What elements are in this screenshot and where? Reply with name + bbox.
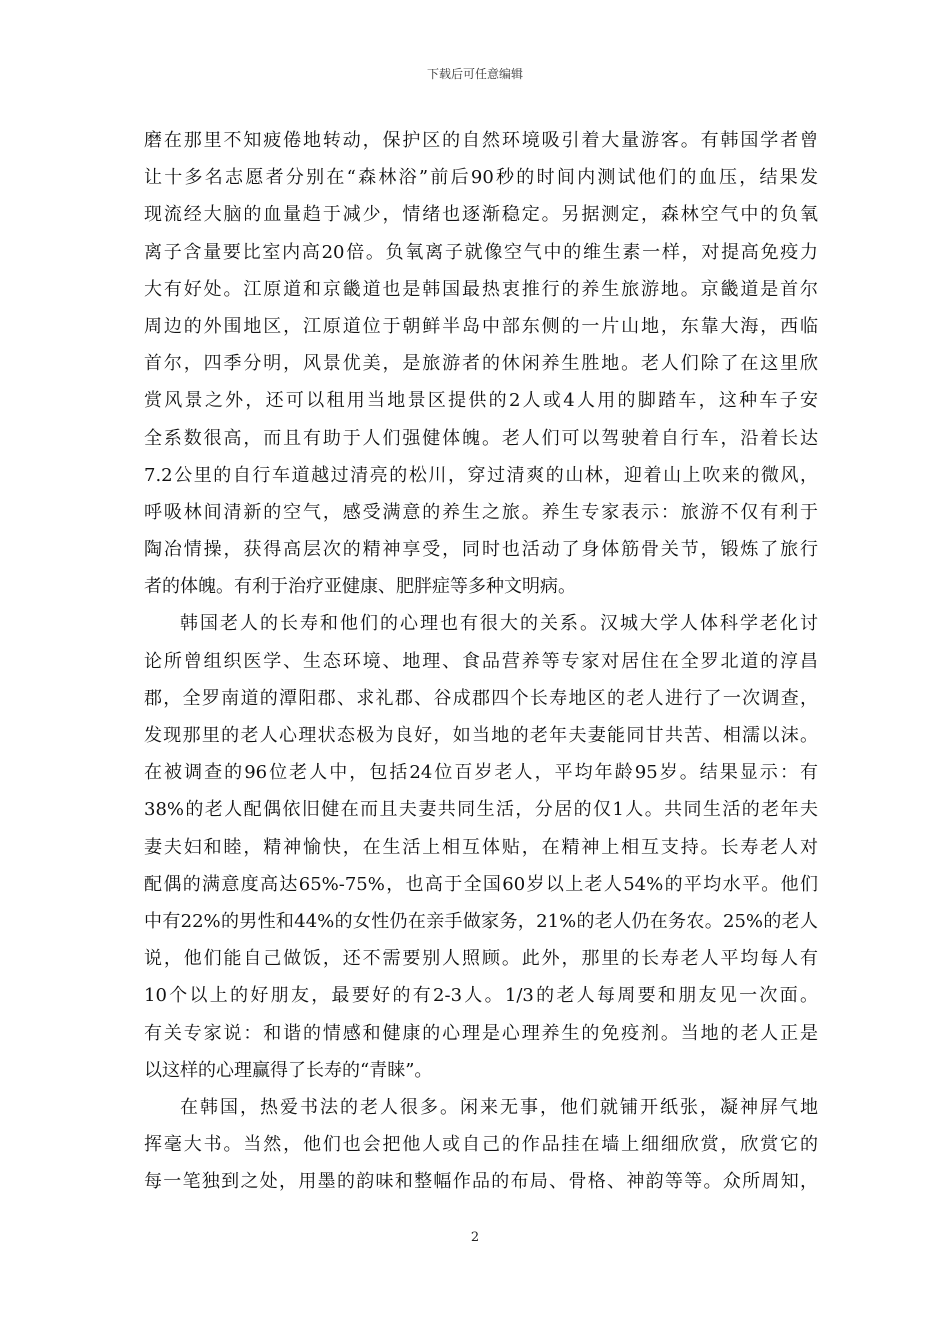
text-line: 离子含量要比室内高20倍。负氧离子就像空气中的维生素一样，对提高免疫力 xyxy=(144,241,818,263)
paragraph-3 xyxy=(144,1089,818,1201)
text-line: 陶冶情操，获得高层次的精神享受，同时也活动了身体筋骨关节，锻炼了旅行 xyxy=(144,539,818,561)
text-line: 现流经大脑的血量趋于减少，情绪也逐渐稳定。另据测定，森林空气中的负氧 xyxy=(144,204,818,226)
text-line: 每一笔独到之处，用墨的韵味和整幅作品的布局、骨格、神韵等等。众所周知， xyxy=(144,1171,818,1193)
text-line: 有关专家说：和谐的情感和健康的心理是心理养生的免疫剂。当地的老人正是 xyxy=(144,1022,818,1044)
text-line: 论所曾组织医学、生态环境、地理、食品营养等专家对居住在全罗北道的淳昌 xyxy=(144,650,818,672)
text-line: 全系数很高，而且有助于人们强健体魄。老人们可以驾驶着自行车，沿着长达 xyxy=(144,427,818,449)
text-line: 在被调查的96位老人中，包括24位百岁老人，平均年龄95岁。结果显示：有 xyxy=(144,762,818,784)
paragraph-2 xyxy=(144,605,818,1088)
text-line: 妻夫妇和睦，精神愉快，在生活上相互体贴，在精神上相互支持。长寿老人对 xyxy=(144,836,818,858)
text-line: 在韩国，热爱书法的老人很多。闲来无事，他们就铺开纸张，凝神屏气地 xyxy=(180,1096,818,1118)
text-line: 以这样的心理赢得了长寿的“青睐”。 xyxy=(144,1059,433,1081)
text-line: 让十多名志愿者分别在“森林浴”前后90秒的时间内测试他们的血压，结果发 xyxy=(144,167,818,189)
text-line: 磨在那里不知疲倦地转动，保护区的自然环境吸引着大量游客。有韩国学者曾 xyxy=(144,130,818,151)
text-line: 周边的外围地区，江原道位于朝鲜半岛中部东侧的一片山地，东靠大海，西临 xyxy=(144,315,818,337)
text-line: 挥毫大书。当然，他们也会把他人或自己的作品挂在墙上细细欣赏，欣赏它的 xyxy=(144,1134,818,1156)
page-number: 2 xyxy=(470,1230,480,1245)
text-line: 配偶的满意度高达65%-75%，也高于全国60岁以上老人54%的平均水平。他们 xyxy=(144,873,818,895)
text-line: 7.2公里的自行车道越过清亮的松川，穿过清爽的山林，迎着山上吹来的微风， xyxy=(144,464,818,486)
text-line: 说，他们能自己做饭，还不需要别人照顾。此外，那里的长寿老人平均每人有 xyxy=(144,948,818,970)
text-line: 38%的老人配偶依旧健在而且夫妻共同生活，分居的仅1人。共同生活的老年夫 xyxy=(144,799,818,821)
text-line: 者的体魄。有利于治疗亚健康、肥胖症等多种文明病。 xyxy=(144,576,576,598)
text-line: 郡，全罗南道的潭阳郡、求礼郡、谷成郡四个长寿地区的老人进行了一次调查， xyxy=(144,687,818,709)
text-line: 赏风景之外，还可以租用当地景区提供的2人或4人用的脚踏车，这种车子安 xyxy=(144,390,818,412)
text-line: 首尔，四季分明，风景优美，是旅游者的休闲养生胜地。老人们除了在这里欣 xyxy=(144,353,818,375)
paragraph-1 xyxy=(144,122,818,605)
text-line: 中有22%的男性和44%的女性仍在亲手做家务，21%的老人仍在务农。25%的老人 xyxy=(144,910,818,932)
text-line: 呼吸林间清新的空气，感受满意的养生之旅。养生专家表示：旅游不仅有利于 xyxy=(144,501,818,523)
text-line: 发现那里的老人心理状态极为良好，如当地的老年夫妻能同甘共苦、相濡以沫。 xyxy=(144,725,818,746)
text-line: 大有好处。江原道和京畿道也是韩国最热衷推行的养生旅游地。京畿道是首尔 xyxy=(144,278,818,300)
text-line: 10个以上的好朋友，最要好的有2-3人。1/3的老人每周要和朋友见一次面。 xyxy=(144,985,818,1007)
page-header: 下载后可任意编辑 xyxy=(426,67,523,81)
text-line: 韩国老人的长寿和他们的心理也有很大的关系。汉城大学人体科学老化讨 xyxy=(180,613,818,635)
document-body xyxy=(144,122,818,1200)
